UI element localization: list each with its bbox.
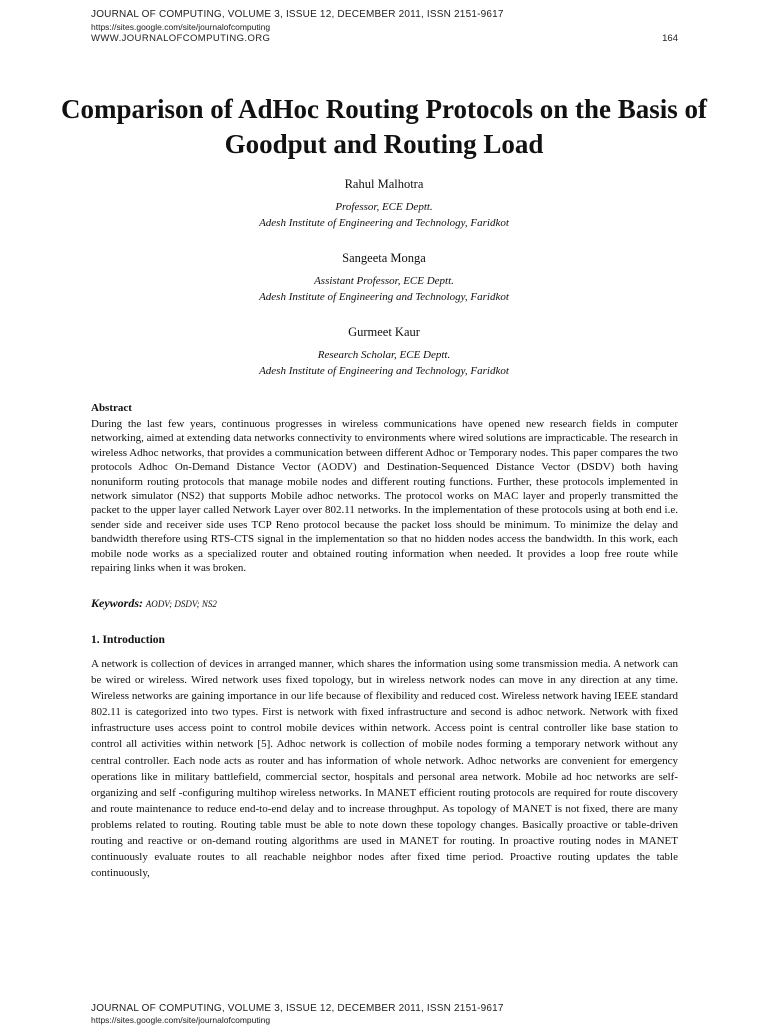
section-number: 1.	[91, 634, 100, 646]
author-institution: Adesh Institute of Engineering and Technology, Faridkot	[259, 291, 509, 303]
author-institution: Adesh Institute of Engineering and Technology, Faridkot	[259, 365, 509, 377]
introduction-body: A network is collection of devices in arranged manner, which shares the information using some transmission media. A network can be wired or wireless. Wired network uses fixed topology, but in wireless network nodes can move in any direction at any time. Wireless networks are gaining importance in our life because of flexibility and reduced cost. Wireless network having IEEE standard 802.11 is categorized into two types. First is network with fixed infrastructure and second is adhoc network. Network with fixed infrastructure uses access point to control mobile devices within network. Access point is central controller like base station to control all activities within network [5]. Adhoc network is collection of mobile nodes forming a temporary network without any central controller. Each node acts as router and has information of whole network. Adhoc networks are convenient for emergency operations like in military battlefield, commercial sector, hospitals and personal area network. Mobile ad hoc networks are self- organizing and self -configuring multihop wireless networks. In MANET efficient routing protocols are required for route discovery and route maintenance to reduce end-to-end delay and to increase throughput. As topology of MANET is not fixed, there are many problems related to routing. Routing table must be able to note down these topology changes. Basically proactive or table-driven routing and reactive or on-demand routing algorithms are used in MANET for routing. In proactive routing nodes in MANET continuously evaluate routes to all reachable neighbor nodes after fixed time period. Proactive routing updates the table continuously,	[91, 658, 678, 880]
abstract-body: During the last few years, continuous progresses in wireless communications have opened new research fields in computer networking, aimed at extending data networks connectivity to environments where wired solutions are impracticable. The research in wireless Adhoc networks, that provides a communication between different Adhoc or Temporary nodes. This paper compares the two protocols Adhoc On-Demand Distance Vector (AODV) and Destination-Sequenced Distance Vector (DSDV) both having nonuniform routing protocols that manage mobile nodes and different routing functions. Further, these protocols implemented in network simulator (NS2) that supports Mobile adhoc networks. The protocol works on MAC layer and properly transmitted the packet to the upper layer called Network Layer over 802.11 networks. In the implementation of these protocols using at both end i.e. sender side and receiver side uses TCP Reno protocol because the packet loss should be minimum. To minimize the delay and bandwidth therefore using RTS-CTS signal in the implementation so that no hidden nodes access the bandwidth. In this work, each mobile node works as a specialized router and obtained routing information when needed. It provides a loop free route while repairing links when it was broken.	[91, 418, 678, 575]
paper-title: Comparison of AdHoc Routing Protocols on the Basis of Goodput and Routing Load	[60, 94, 708, 159]
author-block-3	[100, 324, 668, 379]
header-journal-info: JOURNAL OF COMPUTING, VOLUME 3, ISSUE 12, DECEMBER 2011, ISSN 2151-9617	[91, 9, 504, 20]
keywords-label: Keywords:	[91, 596, 143, 610]
keywords-values: AODV; DSDV; NS2	[145, 599, 217, 609]
author-name: Gurmeet Kaur	[348, 325, 420, 339]
footer-journal-info: JOURNAL OF COMPUTING, VOLUME 3, ISSUE 12, DECEMBER 2011, ISSN 2151-9617	[91, 1003, 504, 1014]
author-block-2	[100, 250, 668, 305]
author-role: Professor, ECE Deptt.	[335, 201, 433, 213]
header-journal-url[interactable]: https://sites.google.com/site/journalofcomputing	[91, 22, 271, 32]
page-number: 164	[662, 33, 678, 44]
author-institution: Adesh Institute of Engineering and Technology, Faridkot	[259, 217, 509, 229]
author-name: Rahul Malhotra	[344, 177, 424, 191]
author-name: Sangeeta Monga	[342, 251, 426, 265]
author-role: Assistant Professor, ECE Deptt.	[314, 275, 454, 287]
keywords-line	[91, 596, 217, 611]
section-title: Introduction	[102, 634, 165, 646]
footer-journal-url[interactable]: https://sites.google.com/site/journalofcomputing	[91, 1015, 271, 1025]
author-block-1	[100, 176, 668, 231]
header-website[interactable]: WWW.JOURNALOFCOMPUTING.ORG	[91, 33, 271, 44]
author-role: Research Scholar, ECE Deptt.	[317, 349, 451, 361]
abstract-heading: Abstract	[91, 402, 132, 414]
section-heading-introduction	[91, 634, 165, 646]
